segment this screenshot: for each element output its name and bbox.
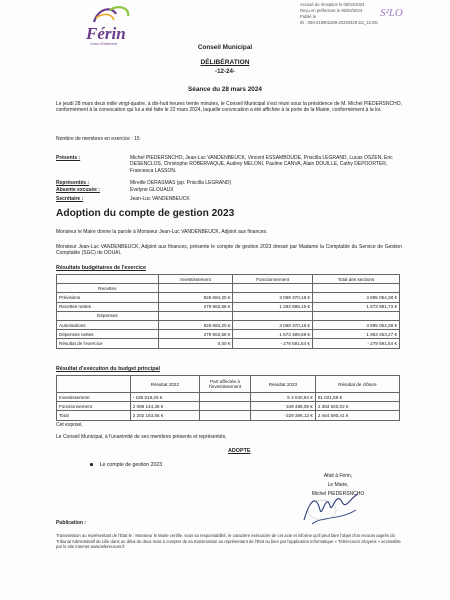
table-cell [312,284,399,293]
table-header-cell: Investissement [158,275,233,284]
stamp-signature: S²LO [380,7,403,19]
table-cell [200,393,251,402]
stamp-line: ID : 059-215902289-20240328-D2_12-DE [300,20,378,25]
table-cell: - 279 591,54 € [312,339,399,348]
logo-swirl-icon [86,4,136,26]
table-cell: 279 983,58 € [158,302,233,311]
table-cell: 826 684,20 € [158,293,233,302]
paragraph-2: Monsieur Jean-Luc VANDENBEUCK, Adjoint aux finances, présente le compte de gestion 2023 dressé par Madame la Comptable du Service de Gestion Comptable (SGC) de DOUAI. [56,244,402,257]
table-cell [233,311,313,320]
sign-name: Michel PIEDERSNCHO [311,491,365,497]
represented-list: Mireille DERASMAS (pp. Priscilla LEGRAND) [130,180,232,186]
presents-list: Michel PIEDERSNCHO, Jean-Luc VANDENBEUCK, Vincent ESSAMBOUDE, Priscilla LEGRAND, Lucas OSZEN, Eric DESENCLOS, Christophe ROBERVAQUE, Audrey MELONI, Pauline CANVA, Alain DOUILLE, Cathy DEPOORTER, Francesca LASSON. [130,155,393,174]
table-cell [200,411,251,420]
secretary-label: Secrétaire : [56,196,84,202]
sign-role: Le Maire, [327,482,349,488]
table-cell [200,402,251,411]
handwritten-signature-icon [300,480,362,532]
table-cell: 0,00 € [158,339,233,348]
publication-label: Publication : [56,520,86,526]
table-row [57,320,400,329]
table-cell: 2 098 144,36 € [130,402,199,411]
table-cell [158,311,233,320]
table-header-cell: Résultat de clôture [315,376,399,393]
adopte-heading: ADOPTE [228,448,251,454]
logo-tagline: Cœur d'Ostrevent [90,42,117,46]
stamp-line: Accusé de réception le 05/04/2024 [300,2,365,7]
adopted-item [90,462,162,468]
sign-place: Afait à Férin, [323,473,353,479]
table-header-cell: Résultat 2023 [251,376,316,393]
table-row [57,284,400,293]
adopted-item-label: Le compte de gestion 2023 [99,462,163,468]
represented-label: Représentés : [56,180,90,186]
table-cell: Recettes [57,284,159,293]
table-cell: Recettes nettes [57,302,159,311]
table-cell: 349 488,09 € [251,402,316,411]
stamp-line: Publié le [300,14,317,19]
absent-label: Absente excusée : [56,187,100,193]
table-row [57,302,400,311]
table-row [57,311,400,320]
budget-results-table [56,274,400,349]
table-header-row [57,275,400,284]
table-cell [233,284,313,293]
table-cell: Prévisions [57,293,159,302]
table-cell: 826 684,20 € [158,320,233,329]
table-header-cell [57,376,131,393]
ferin-logo [86,10,136,48]
absent-list: Evelyne GLOUAUX [130,187,174,193]
table-cell: Autorisations [57,320,159,329]
council-heading: Conseil Municipal [197,44,253,51]
execution-results-table [56,375,400,421]
secretary-name: Jean-Luc VANDENBEUCK [130,196,190,202]
paragraph-4: Le Conseil Municipal, à l'unanimité de ses membres présents et représentés, [56,434,227,440]
table-cell: Total [57,411,131,420]
table-header-cell: Total des sections [312,275,399,284]
table-cell: 3 895 054,38 € [312,293,399,302]
table-cell: Résultat de l'exercice [57,339,159,348]
bullet-icon [90,463,93,466]
table-row [57,402,400,411]
table-cell: 3 895 054,38 € [312,320,399,329]
table-cell: 3 069 370,18 € [233,320,313,329]
table-cell: 2 464 590,41 € [315,411,399,420]
seance-date: Séance du 28 mars 2024 [188,86,262,93]
reception-stamp [300,2,440,26]
logo-word: Férin [86,24,126,43]
stamp-line: Reçu en préfecture le 05/04/2024 [300,8,363,13]
table-cell: -329 396,13 € [251,411,316,420]
table-cell [158,284,233,293]
table-cell: 1 673 881,73 € [312,302,399,311]
section-title-execution: Résultat d'exécution du budget principal [56,366,161,372]
table-cell: 1 393 898,15 € [233,302,313,311]
deliberation-heading: DÉLIBÉRATION [200,59,250,66]
section-title-budget: Résultats budgétaires de l'exercice [56,265,146,271]
table-cell: 3 069 370,18 € [233,293,313,302]
members-line: Nombre de membres en exercice : 15 [56,136,140,142]
table-cell: 1 673 489,69 € [233,330,313,339]
table-cell: 1 953 453,27 € [312,330,399,339]
deliberation-number: -12-24- [215,68,235,75]
table-header-cell: Résultat 2022 [130,376,199,393]
paragraph-1: Monsieur le Maire donne la parole à Monsieur Jean-Luc VANDENBEUCK, Adjoint aux finances. [56,229,268,235]
table-row [57,393,400,402]
table-cell: Fonctionnement [57,402,131,411]
table-cell: 279 963,58 € [158,330,233,339]
table-cell: - 279 591,54 € [233,339,313,348]
table-cell [312,311,399,320]
table-cell: Dépenses nettes [57,330,159,339]
table-cell: 81 021,59 € [315,393,399,402]
table-header-cell: Fonctionnement [233,275,313,284]
intro-paragraph: Le jeudi 28 mars deux mille vingt-quatre, à dix-huit heures trente minutes, le Conseil Municipal s'est réuni sous la présidence de M. Michel PIEDERSNCHO, conformément à la convocation qui lui a été faite le 22 mars 2024, laquelle convocation a été affichée à la porte de la Mairie, conformément à la loi. [56,101,402,114]
table-header-cell: Part affectée à l'investissement [200,376,251,393]
table-row [57,339,400,348]
table-header-cell [57,275,159,284]
presents-label: Présents : [56,155,81,161]
paragraph-3: Cet exposé, [56,422,83,428]
table-cell: Investissement [57,393,131,402]
legal-footer: Transmission au représentant de l'État le : Monsieur le Maire certifie, sous sa responsabilité, le caractère exécutoire de cet acte et informe qu'il peut faire l'objet d'un recours auprès du Tribunal Administratif de Lille dans un délai de deux mois à compter de sa transmission au représentant de l'État ou bien par l'application informatique « Télérecours citoyens » accessible par le site internet www.telerecours.fr [56,533,401,550]
table-cell: 2 383 620,02 € [315,402,399,411]
deliberation-title: Adoption du compte de gestion 2023 [56,208,235,219]
table-header-row [57,376,400,393]
table-cell: - 185 519,25 € [130,393,199,402]
table-row [57,293,400,302]
table-cell: 5 3 040,84 € [251,393,316,402]
table-cell: Dépenses [57,311,159,320]
table-cell: 2 202 163,55 € [130,411,199,420]
table-row [57,411,400,420]
table-row [57,330,400,339]
